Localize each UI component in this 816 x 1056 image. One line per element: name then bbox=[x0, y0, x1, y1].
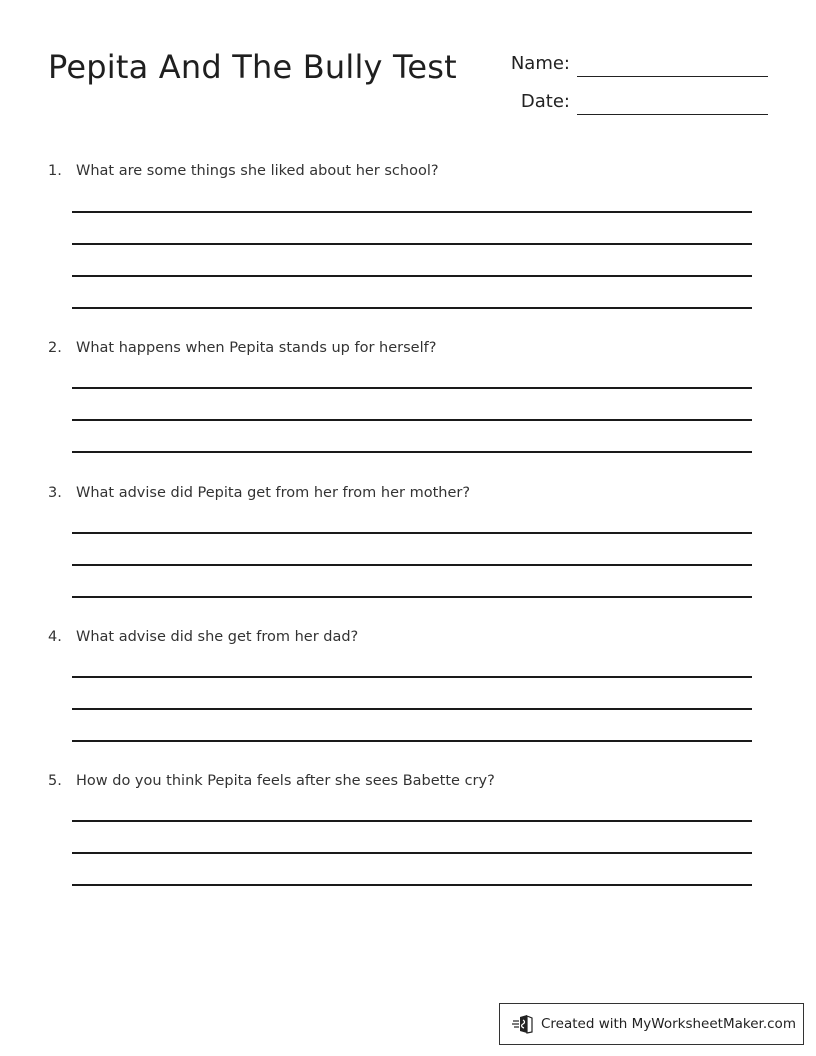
question-text: What advise did she get from her dad? bbox=[76, 629, 359, 645]
answer-line[interactable] bbox=[72, 676, 752, 678]
question-text: What advise did Pepita get from her from her mother? bbox=[76, 485, 471, 501]
answer-line[interactable] bbox=[72, 243, 752, 245]
question-2 bbox=[48, 340, 436, 356]
worksheet-maker-logo-icon bbox=[512, 1013, 534, 1035]
answer-line[interactable] bbox=[72, 275, 752, 277]
page-title: Pepita And The Bully Test bbox=[48, 48, 457, 86]
question-number: 4. bbox=[48, 629, 62, 645]
answer-line[interactable] bbox=[72, 564, 752, 566]
answer-line[interactable] bbox=[72, 740, 752, 742]
question-3 bbox=[48, 485, 470, 501]
question-text: What are some things she liked about her school? bbox=[76, 163, 439, 179]
answer-line[interactable] bbox=[72, 532, 752, 534]
question-number: 5. bbox=[48, 773, 62, 789]
question-5 bbox=[48, 773, 495, 789]
answer-line[interactable] bbox=[72, 708, 752, 710]
question-text: What happens when Pepita stands up for herself? bbox=[76, 340, 437, 356]
date-field[interactable] bbox=[577, 114, 768, 115]
answer-line[interactable] bbox=[72, 820, 752, 822]
answer-line[interactable] bbox=[72, 387, 752, 389]
name-label: Name: bbox=[510, 53, 570, 74]
answer-line[interactable] bbox=[72, 211, 752, 213]
footer-text: Created with MyWorksheetMaker.com bbox=[541, 1016, 796, 1032]
question-4 bbox=[48, 629, 358, 645]
date-label: Date: bbox=[520, 91, 570, 112]
name-field[interactable] bbox=[577, 76, 768, 77]
question-number: 1. bbox=[48, 163, 62, 179]
answer-line[interactable] bbox=[72, 884, 752, 886]
answer-line[interactable] bbox=[72, 852, 752, 854]
answer-line[interactable] bbox=[72, 307, 752, 309]
answer-line[interactable] bbox=[72, 419, 752, 421]
question-text: How do you think Pepita feels after she sees Babette cry? bbox=[76, 773, 495, 789]
question-number: 3. bbox=[48, 485, 62, 501]
answer-line[interactable] bbox=[72, 596, 752, 598]
footer-badge[interactable] bbox=[499, 1003, 804, 1045]
question-1 bbox=[48, 163, 439, 179]
question-number: 2. bbox=[48, 340, 62, 356]
answer-line[interactable] bbox=[72, 451, 752, 453]
